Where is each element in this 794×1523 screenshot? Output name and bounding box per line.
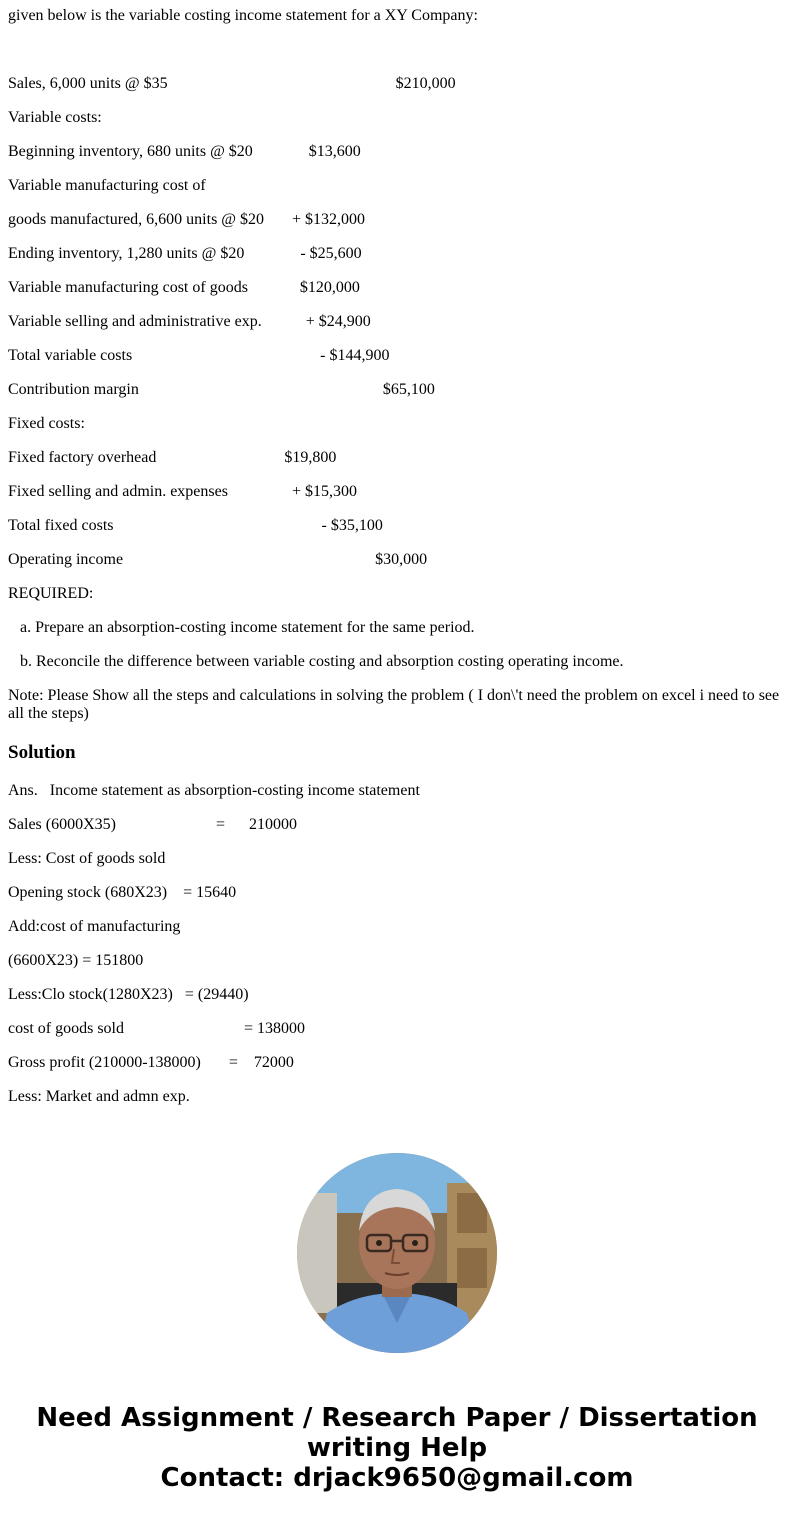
statement-line: Contribution margin $65,100: [8, 381, 435, 398]
statement-line: Variable manufacturing cost of: [8, 177, 206, 194]
statement-line: Variable selling and administrative exp. + $24,900: [8, 313, 371, 330]
statement-line: Variable costs:: [8, 109, 102, 126]
required-item-b: b. Reconcile the difference between variable costing and absorption costing operating income.: [8, 653, 624, 670]
statement-line: Beginning inventory, 680 units @ $20 $13,600: [8, 143, 361, 160]
statement-line: Fixed selling and admin. expenses + $15,300: [8, 483, 357, 500]
statement-line: Ending inventory, 1,280 units @ $20 - $25,600: [8, 245, 362, 262]
footer-line: writing Help: [306, 1433, 488, 1463]
solution-line: (6600X23) = 151800: [8, 952, 144, 969]
footer-ad: [0, 1403, 794, 1493]
author-portrait-icon: [297, 1153, 497, 1353]
footer-contact: Contact: drjack9650@gmail.com: [160, 1463, 634, 1493]
statement-line: Fixed costs:: [8, 415, 85, 432]
statement-line: Total fixed costs - $35,100: [8, 517, 383, 534]
statement-line: Variable manufacturing cost of goods $120,000: [8, 279, 360, 296]
statement-line: Operating income $30,000: [8, 551, 428, 568]
solution-line: Add:cost of manufacturing: [8, 918, 181, 935]
question-intro: given below is the variable costing income statement for a XY Company:: [8, 7, 478, 24]
solution-line: Gross profit (210000-138000) = 72000: [8, 1054, 294, 1071]
statement-line: Fixed factory overhead $19,800: [8, 449, 337, 466]
required-item-a: a. Prepare an absorption-costing income statement for the same period.: [8, 619, 475, 636]
statement-line: goods manufactured, 6,600 units @ $20 + $132,000: [8, 211, 366, 228]
solution-line: cost of goods sold = 138000: [8, 1020, 306, 1037]
solution-line: Sales (6000X35) = 210000: [8, 816, 298, 833]
footer-line: Need Assignment / Research Paper / Dissertation: [36, 1403, 758, 1433]
statement-line: Sales, 6,000 units @ $35 $210,000: [8, 75, 456, 92]
solution-line: Less:Clo stock(1280X23) = (29440): [8, 986, 249, 1003]
author-avatar: [297, 1153, 497, 1353]
required-label: REQUIRED:: [8, 585, 94, 602]
solution-line: Ans. Income statement as absorption-costing income statement: [8, 782, 420, 799]
statement-line: Total variable costs - $144,900: [8, 347, 390, 364]
solution-heading: Solution: [8, 742, 76, 763]
solution-line: Less: Cost of goods sold: [8, 850, 166, 867]
solution-line: Less: Market and admn exp.: [8, 1088, 190, 1105]
solution-line: Opening stock (680X23) = 15640: [8, 884, 237, 901]
question-note: Note: Please Show all the steps and calculations in solving the problem ( I don\'t need the problem on excel i need to see all the steps): [8, 687, 780, 722]
